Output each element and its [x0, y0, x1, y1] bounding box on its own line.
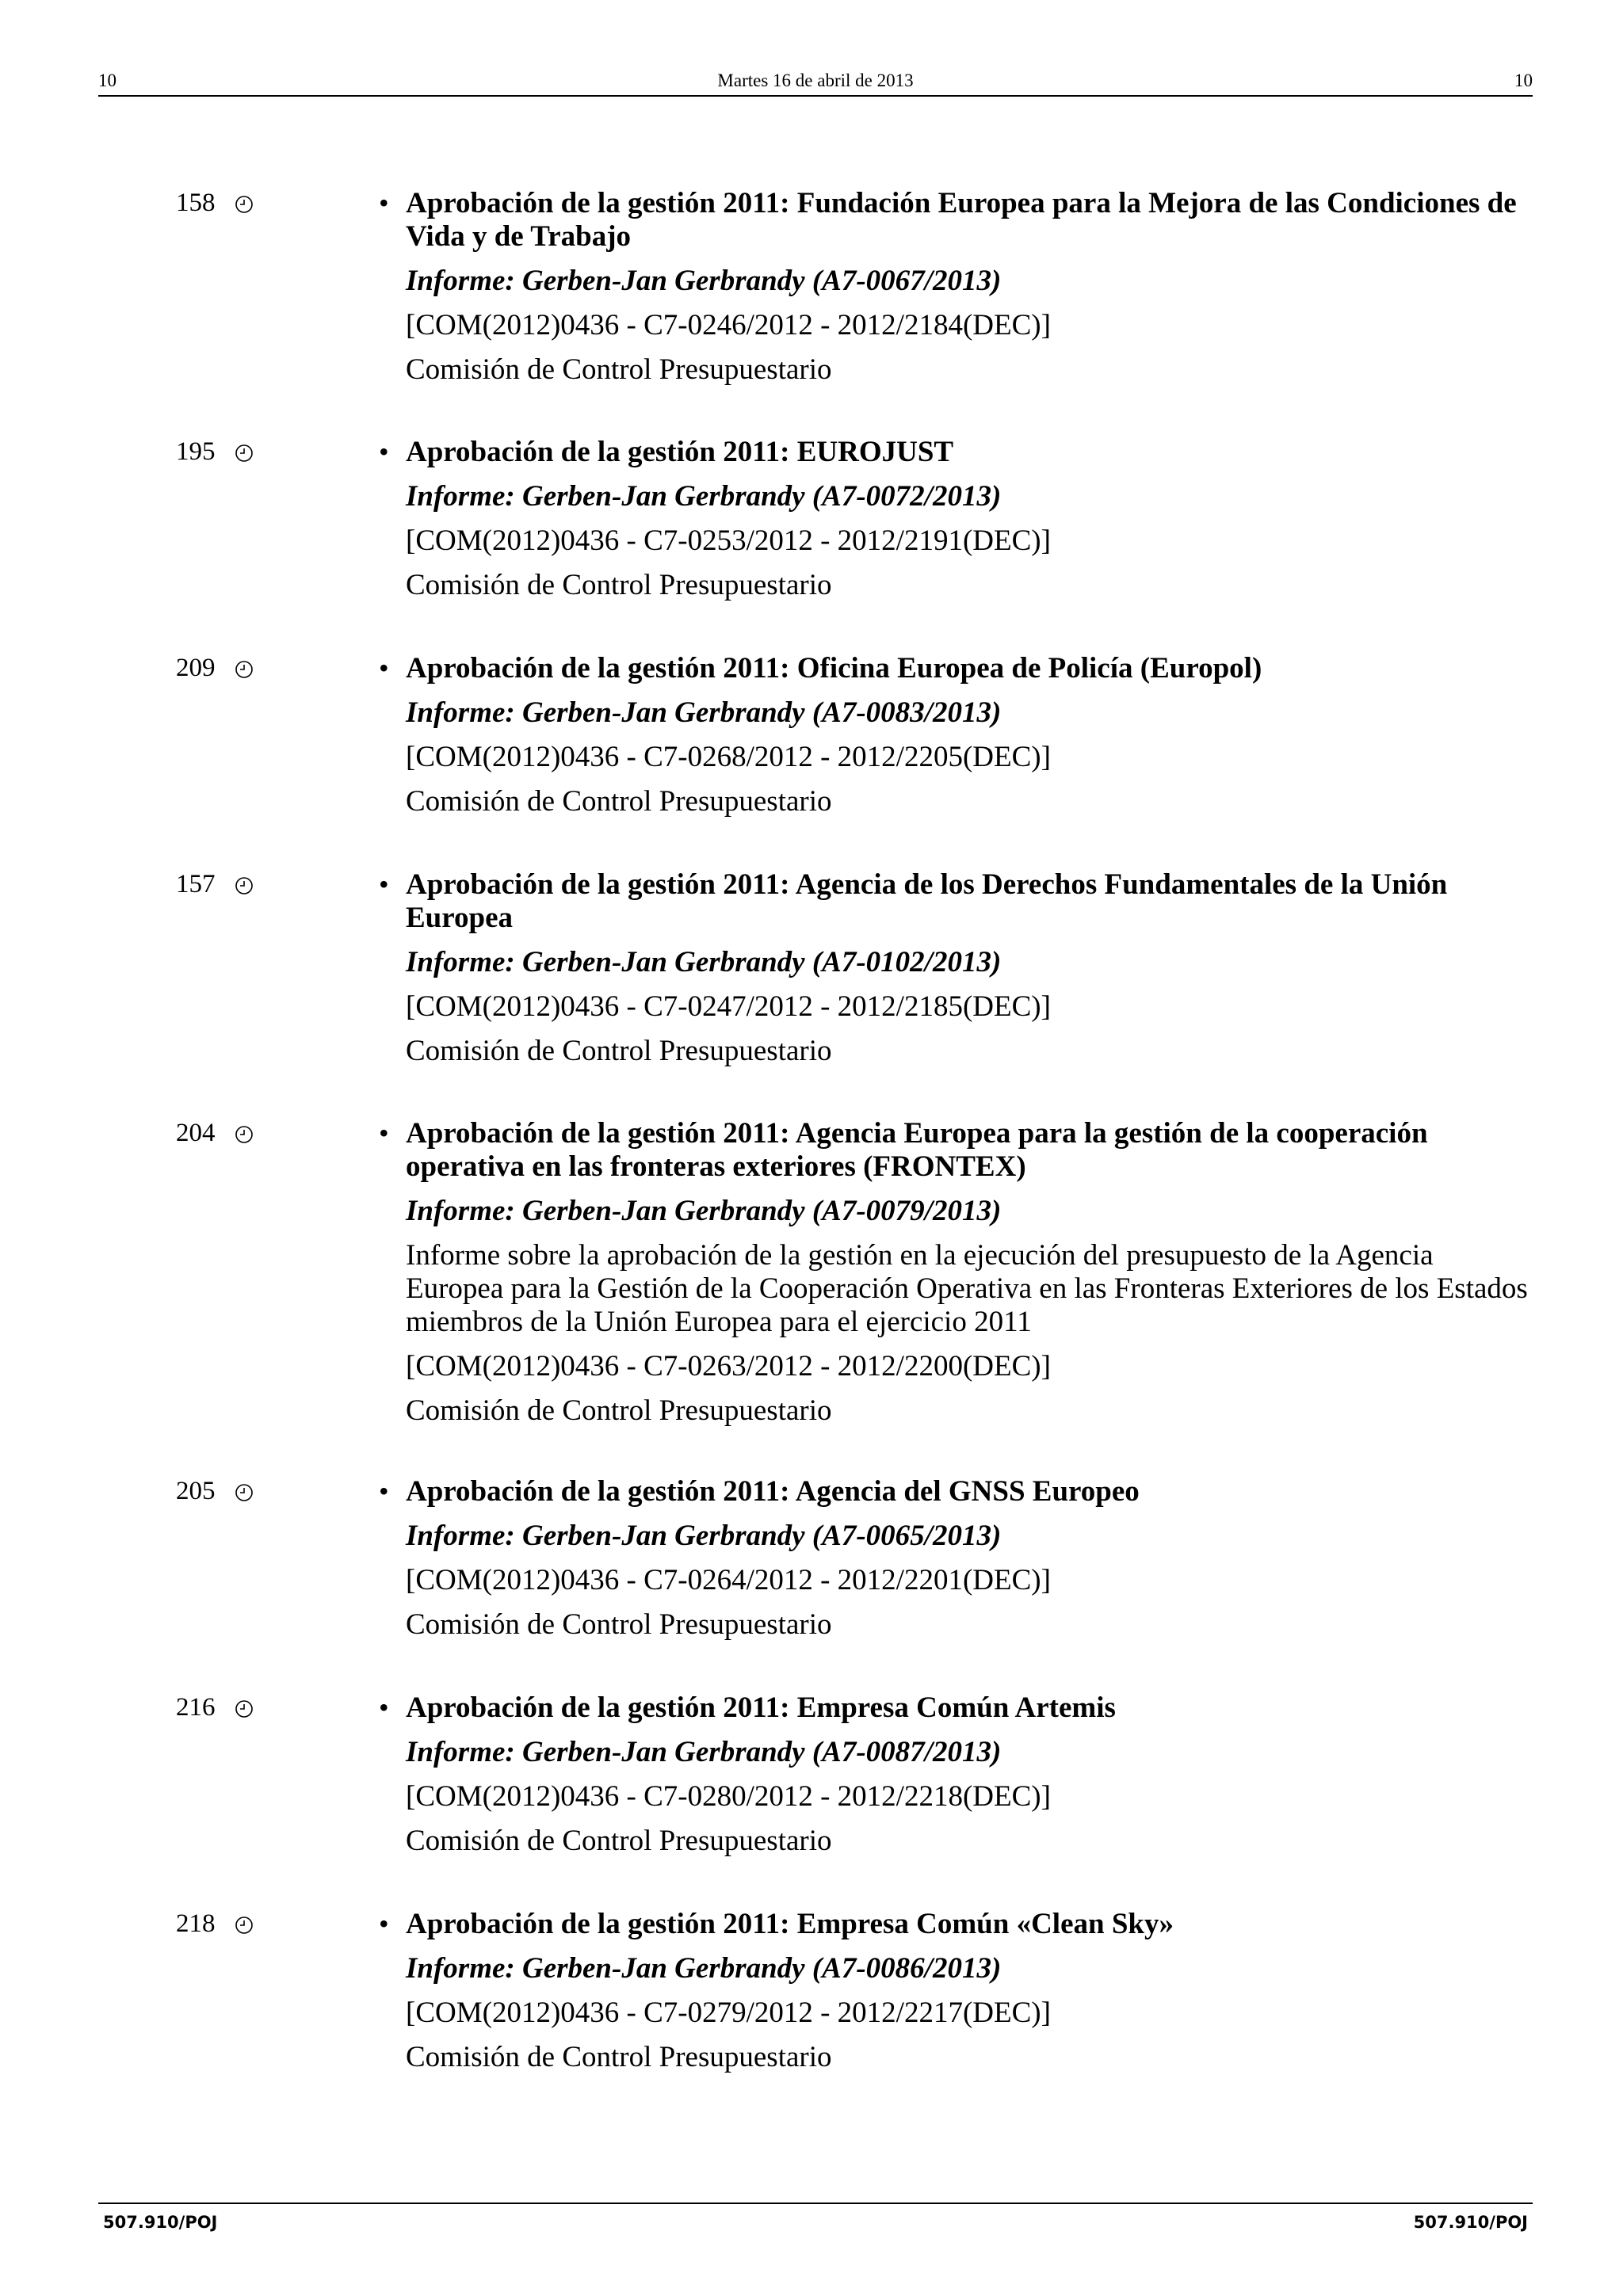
page-number-left: 10	[98, 71, 116, 90]
vote-number: 195	[176, 437, 216, 466]
clock-icon	[235, 1699, 254, 1718]
vote-number: 158	[176, 189, 216, 217]
item-title: Aprobación de la gestión 2011: Empresa Común «Clean Sky»	[406, 1908, 1174, 1940]
committee-name: Comisión de Control Presupuestario	[406, 785, 832, 818]
bullet: •	[379, 868, 389, 900]
item-title: Aprobación de la gestión 2011: Agencia del GNSS Europeo	[406, 1475, 1140, 1508]
session-date: Martes 16 de abril de 2013	[717, 71, 914, 90]
vote-number: 218	[176, 1909, 216, 1938]
document-reference-right: 507.910/POJ	[1413, 2213, 1528, 2232]
bullet: •	[379, 1475, 389, 1507]
bullet: •	[379, 1908, 389, 1939]
item-title: Aprobación de la gestión 2011: Agencia Europea para la gestión de la cooperación operativa en las fronteras exteriores (FRONTEX)	[406, 1117, 1428, 1183]
report-line: Informe: Gerben-Jan Gerbrandy (A7-0086/2013)	[406, 1952, 1002, 1985]
procedure-reference: [COM(2012)0436 - C7-0280/2012 - 2012/2218(DEC)]	[406, 1780, 1051, 1813]
procedure-reference: [COM(2012)0436 - C7-0263/2012 - 2012/2200(DEC)]	[406, 1350, 1051, 1383]
document-reference-left: 507.910/POJ	[103, 2213, 218, 2232]
report-line: Informe: Gerben-Jan Gerbrandy (A7-0065/2013)	[406, 1520, 1002, 1552]
report-line: Informe: Gerben-Jan Gerbrandy (A7-0083/2013)	[406, 696, 1002, 729]
agenda-item-body	[406, 1117, 1531, 1428]
agenda-item-body	[406, 1691, 1531, 1858]
page-footer	[98, 2203, 1533, 2236]
item-title: Aprobación de la gestión 2011: Agencia de los Derechos Fundamentales de la Unión Europea	[406, 868, 1448, 934]
committee-name: Comisión de Control Presupuestario	[406, 569, 832, 601]
agenda-item-body	[406, 652, 1531, 818]
procedure-reference: [COM(2012)0436 - C7-0268/2012 - 2012/2205(DEC)]	[406, 741, 1051, 773]
procedure-reference: [COM(2012)0436 - C7-0246/2012 - 2012/2184(DEC)]	[406, 309, 1051, 341]
agenda-item-body	[406, 868, 1531, 1068]
bullet: •	[379, 1691, 389, 1723]
report-line: Informe: Gerben-Jan Gerbrandy (A7-0067/2013)	[406, 265, 1002, 297]
clock-icon	[235, 876, 254, 895]
report-line: Informe: Gerben-Jan Gerbrandy (A7-0087/2013)	[406, 1736, 1002, 1768]
vote-number: 216	[176, 1693, 216, 1722]
bullet: •	[379, 187, 389, 219]
report-line: Informe: Gerben-Jan Gerbrandy (A7-0079/2013)	[406, 1195, 1002, 1227]
vote-number: 157	[176, 870, 216, 898]
agenda-item-body	[406, 1908, 1531, 2074]
page-header	[98, 70, 1533, 97]
page-number-right: 10	[1514, 71, 1533, 90]
committee-name: Comisión de Control Presupuestario	[406, 353, 832, 386]
agenda-item-body	[406, 436, 1531, 602]
clock-icon	[235, 660, 254, 679]
report-line: Informe: Gerben-Jan Gerbrandy (A7-0102/2013)	[406, 946, 1002, 978]
bullet: •	[379, 1117, 389, 1149]
committee-name: Comisión de Control Presupuestario	[406, 1608, 832, 1641]
item-title: Aprobación de la gestión 2011: EUROJUST	[406, 436, 954, 468]
procedure-reference: [COM(2012)0436 - C7-0247/2012 - 2012/2185(DEC)]	[406, 990, 1051, 1023]
clock-icon	[235, 1483, 254, 1502]
report-description: Informe sobre la aprobación de la gestión en la ejecución del presupuesto de la Agencia Europea para la Gestión de la Cooperación Operativa en las Fronteras Exteriores de los Estados miembros de la Unión Europea para el ejercicio 2011	[406, 1239, 1528, 1338]
committee-name: Comisión de Control Presupuestario	[406, 1394, 832, 1427]
clock-icon	[235, 195, 254, 214]
procedure-reference: [COM(2012)0436 - C7-0264/2012 - 2012/2201(DEC)]	[406, 1564, 1051, 1596]
item-title: Aprobación de la gestión 2011: Fundación Europea para la Mejora de las Condiciones de Vida y de Trabajo	[406, 187, 1517, 253]
vote-number: 204	[176, 1119, 216, 1147]
agenda-item-body	[406, 187, 1531, 387]
clock-icon	[235, 1916, 254, 1935]
bullet: •	[379, 436, 389, 467]
report-line: Informe: Gerben-Jan Gerbrandy (A7-0072/2013)	[406, 480, 1002, 513]
committee-name: Comisión de Control Presupuestario	[406, 1825, 832, 1857]
bullet: •	[379, 652, 389, 684]
agenda-item-body	[406, 1475, 1531, 1642]
clock-icon	[235, 1125, 254, 1144]
item-title: Aprobación de la gestión 2011: Empresa Común Artemis	[406, 1691, 1116, 1724]
committee-name: Comisión de Control Presupuestario	[406, 1035, 832, 1067]
clock-icon	[235, 444, 254, 463]
item-title: Aprobación de la gestión 2011: Oficina Europea de Policía (Europol)	[406, 652, 1262, 685]
procedure-reference: [COM(2012)0436 - C7-0279/2012 - 2012/2217(DEC)]	[406, 1997, 1051, 2029]
procedure-reference: [COM(2012)0436 - C7-0253/2012 - 2012/2191(DEC)]	[406, 524, 1051, 557]
vote-number: 205	[176, 1477, 216, 1505]
vote-number: 209	[176, 654, 216, 682]
committee-name: Comisión de Control Presupuestario	[406, 2041, 832, 2073]
